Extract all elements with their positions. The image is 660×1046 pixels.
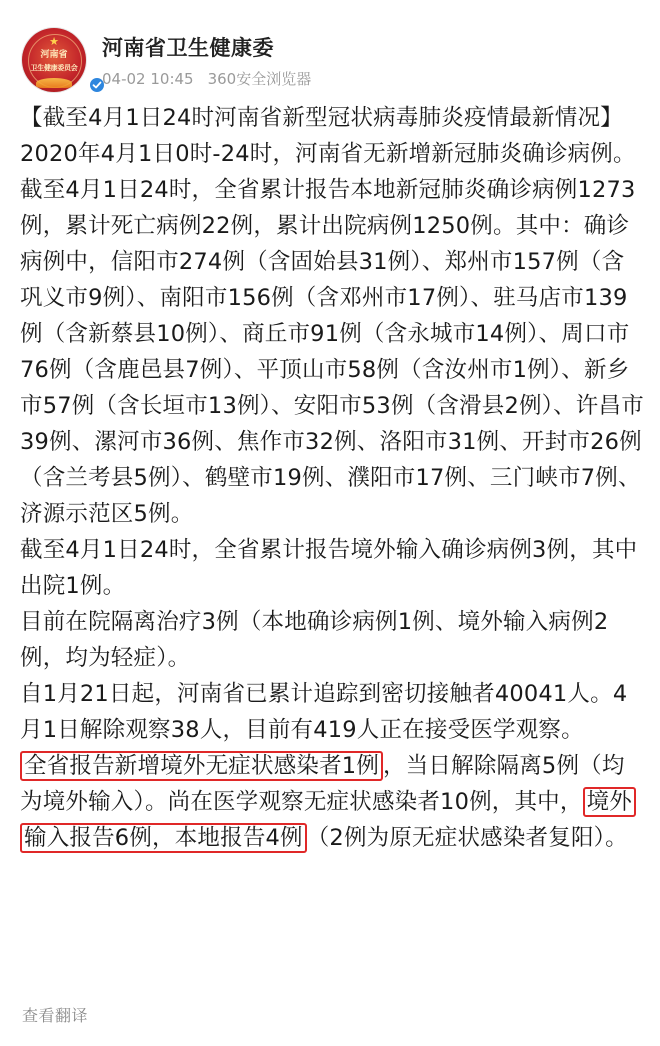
post-paragraph: 自1月21日起，河南省已累计追踪到密切接触者40041人。4月1日解除观察38人，目前有419人正在接受医学观察。 [20, 681, 628, 743]
post-paragraph: 2020年4月1日0时-24时，河南省无新增新冠肺炎确诊病例。 [20, 141, 636, 167]
post-meta [102, 68, 311, 89]
asymptomatic-text-2: （2例为原无症状感染者复阳）。 [306, 825, 628, 851]
post-timestamp: 04-02 10:45 [102, 70, 194, 88]
highlight-new-asymptomatic: 全省报告新增境外无症状感染者1例 [20, 751, 383, 781]
post-paragraph: 截至4月1日24时，全省累计报告境外输入确诊病例3例，其中出院1例。 [20, 537, 638, 599]
avatar-text-line-1: 河南省 [40, 50, 68, 60]
asymptomatic-text-1: ，当日解除隔离5例（均为境外输入）。尚在医学观察无症状感染者10例，其中， [20, 753, 625, 815]
post-source[interactable]: 360安全浏览器 [207, 70, 312, 88]
avatar-emblem [36, 78, 72, 88]
post-title: 【截至4月1日24时河南省新型冠状病毒肺炎疫情最新情况】 [20, 105, 623, 131]
post-header [16, 24, 644, 94]
account-name[interactable]: 河南省卫生健康委 [102, 36, 274, 60]
highlight-asymptomatic-breakdown: 境外输入报告6例，本地报告4例 [20, 787, 636, 853]
post-paragraph: 目前在院隔离治疗3例（本地确诊病例1例、境外输入病例2例，均为轻症）。 [20, 609, 609, 671]
avatar-star-icon: ★ [49, 35, 59, 48]
avatar[interactable] [22, 28, 86, 92]
view-translation-link[interactable]: 查看翻译 [22, 1006, 89, 1025]
post-content [20, 100, 644, 856]
avatar-text-line-2: 卫生健康委员会 [30, 63, 78, 72]
post-paragraph: 截至4月1日24时，全省累计报告本地新冠肺炎确诊病例1273例，累计死亡病例22例，累计出院病例1250例。其中：确诊病例中，信阳市274例（含固始县31例）、郑州市157例（含巩义市9例）、南阳市156例（含邓州市17例）、驻马店市139例（含新蔡县10例）、商丘市91例（含永城市14例）、周口市76例（含鹿邑县7例）、平顶山市58例（含汝州市1例）、新乡市57例（含长垣市13例）、安阳市53例（含滑县2例）、许昌市39例、漯河市36例、焦作市32例、洛阳市31例、开封市26例（含兰考县5例）、鹤壁市19例、濮阳市17例、三门峡市7例、济源示范区5例。 [20, 177, 644, 527]
asymptomatic-paragraph [20, 748, 644, 856]
